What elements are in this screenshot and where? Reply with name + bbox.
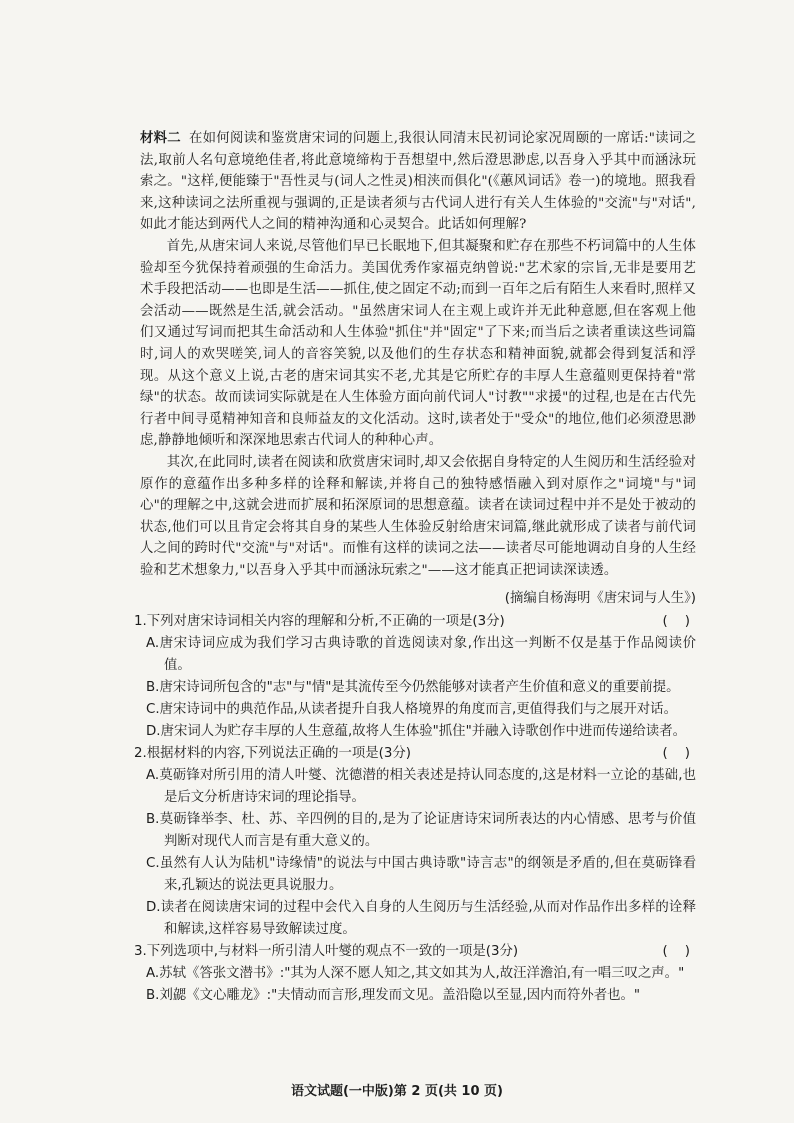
page-footer: 语文试题(一中版)第 2 页(共 10 页) — [290, 1084, 503, 1099]
material-paragraph-2: 首先,从唐宋词人来说,尽管他们早已长眠地下,但其凝聚和贮存在那些不朽词篇中的人生体验却至今犹保持着顽强的生命活力。美国优秀作家福克纳曾说:"艺术家的宗旨,无非是要用艺术手段把活动——也即是生活——抓住,使之固定不动;而到一百年之后有陌生人来看时,照样又会活动——既然是生活,就会活动。"虽然唐宋词人在主观上或许并无此种意愿,但在客观上他们又通过写词而把其生命活动和人生体验"抓住"并"固定"了下来;而当后之读者重读这些词篇时,词人的欢哭嗟笑,词人的音容笑貌,以及他们的生存状态和精神面貌,就都会得到复活和浮现。从这个意义上说,古老的唐宋词其实不老,尤其是它所贮存的丰厚人生意蕴则更保持着"常绿"的状态。故而读词实际就是在人生体验方面向前代词人"讨教""求援"的过程,也是在古代先行者中间寻觅精神知音和良师益友的文化活动。这时,读者处于"受众"的地位,他们必须澄思渺虑,静静地倾听和深深地思索古代词人的种种心声。 — [140, 238, 696, 449]
source-citation: (摘编自杨海明《唐宋词与人生》) — [504, 591, 696, 607]
question-2-answer-blank: ( ) — [662, 746, 690, 762]
question-2-option-b: B.莫砺锋举李、杜、苏、辛四例的目的,是为了论证唐诗宋词所表达的内心情感、思考与价值判断对现代人而言是有重大意义的。 — [146, 812, 696, 850]
question-2-option-d: D.读者在阅读唐宋词的过程中会代入自身的人生阅历与生活经验,从而对作品作出多样的诠释和解读,这样容易导致解读过度。 — [146, 900, 696, 938]
question-1-stem: 1.下列对唐宋诗词相关内容的理解和分析,不正确的一项是(3分) — [134, 614, 505, 630]
material-paragraph-1-text: 在如何阅读和鉴赏唐宋词的问题上,我很认同清末民初词论家况周颐的一席话:"读词之法,取前人名句意境绝佳者,将此意境缔构于吾想望中,然后澄思渺虑,以吾身入乎其中而涵泳玩索之。"这样,便能臻于"吾性灵与(词人之性灵)相浃而俱化"(《蕙风词话》卷一)的境地。照我看来,这种读词之法所重视与强调的,正是读者须与古代词人进行有关人生体验的"交流"与"对话",如此才能达到两代人之间的精神沟通和心灵契合。此话如何理解? — [140, 131, 696, 233]
question-1-option-d: D.唐宋词人为贮存丰厚的人生意蕴,故将人生体验"抓住"并融入诗歌创作中进而传递给读者。 — [146, 724, 686, 740]
question-3-stem: 3.下列选项中,与材料一所引清人叶燮的观点不一致的一项是(3分) — [134, 944, 519, 960]
material-paragraph-1 — [140, 128, 696, 236]
question-3-option-a: A.苏轼《答张文潜书》:"其为人深不愿人知之,其文如其为人,故汪洋澹泊,有一唱三叹之声。" — [146, 966, 685, 982]
material-paragraph-3: 其次,在此同时,读者在阅读和欣赏唐宋词时,却又会依据自身特定的人生阅历和生活经验对原作的意蕴作出多种多样的诠释和解读,并将自己的独特感悟融入到对原作之"词境"与"词心"的理解之中,这就会进而扩展和拓深原词的思想意蕴。读者在读词过程中并不是处于被动的状态,他们可以且肯定会将其自身的某些人生体验反射给唐宋词篇,继此就形成了读者与前代词人之间的跨时代"交流"与"对话"。而惟有这样的读词之法——读者尽可能地调动自身的人生经验和艺术想象力,"以吾身入乎其中而涵泳玩索之"——这才能真正把词读深读透。 — [140, 454, 696, 578]
page-content — [134, 128, 696, 1007]
question-1-option-b: B.唐宋诗词所包含的"志"与"情"是其流传至今仍然能够对读者产生价值和意义的重要前提。 — [146, 680, 680, 696]
question-1-option-c: C.唐宋诗词中的典范作品,从读者提升自我人格境界的角度而言,更值得我们与之展开对话。 — [146, 702, 677, 718]
question-3-answer-blank: ( ) — [662, 944, 690, 960]
material-label: 材料二 — [140, 130, 181, 146]
question-2-option-c: C.虽然有人认为陆机"诗缘情"的说法与中国古典诗歌"诗言志"的纲领是矛盾的,但在莫砺锋看来,孔颖达的说法更具说服力。 — [146, 856, 696, 894]
question-3-option-b: B.刘勰《文心雕龙》:"夫情动而言形,理发而文见。盖沿隐以至显,因内而符外者也。" — [146, 988, 641, 1004]
question-2-option-a: A.莫砺锋对所引用的清人叶燮、沈德潜的相关表述是持认同态度的,这是材料一立论的基础,也是后文分析唐诗宋词的理论指导。 — [146, 768, 696, 806]
question-2 — [134, 743, 696, 765]
question-2-stem: 2.根据材料的内容,下列说法正确的一项是(3分) — [134, 746, 412, 762]
question-1-answer-blank: ( ) — [662, 614, 690, 630]
question-3 — [134, 941, 696, 963]
question-1 — [134, 611, 696, 633]
question-1-option-a: A.唐宋诗词应成为我们学习古典诗歌的首选阅读对象,作出这一判断不仅是基于作品阅读价值。 — [146, 636, 696, 674]
